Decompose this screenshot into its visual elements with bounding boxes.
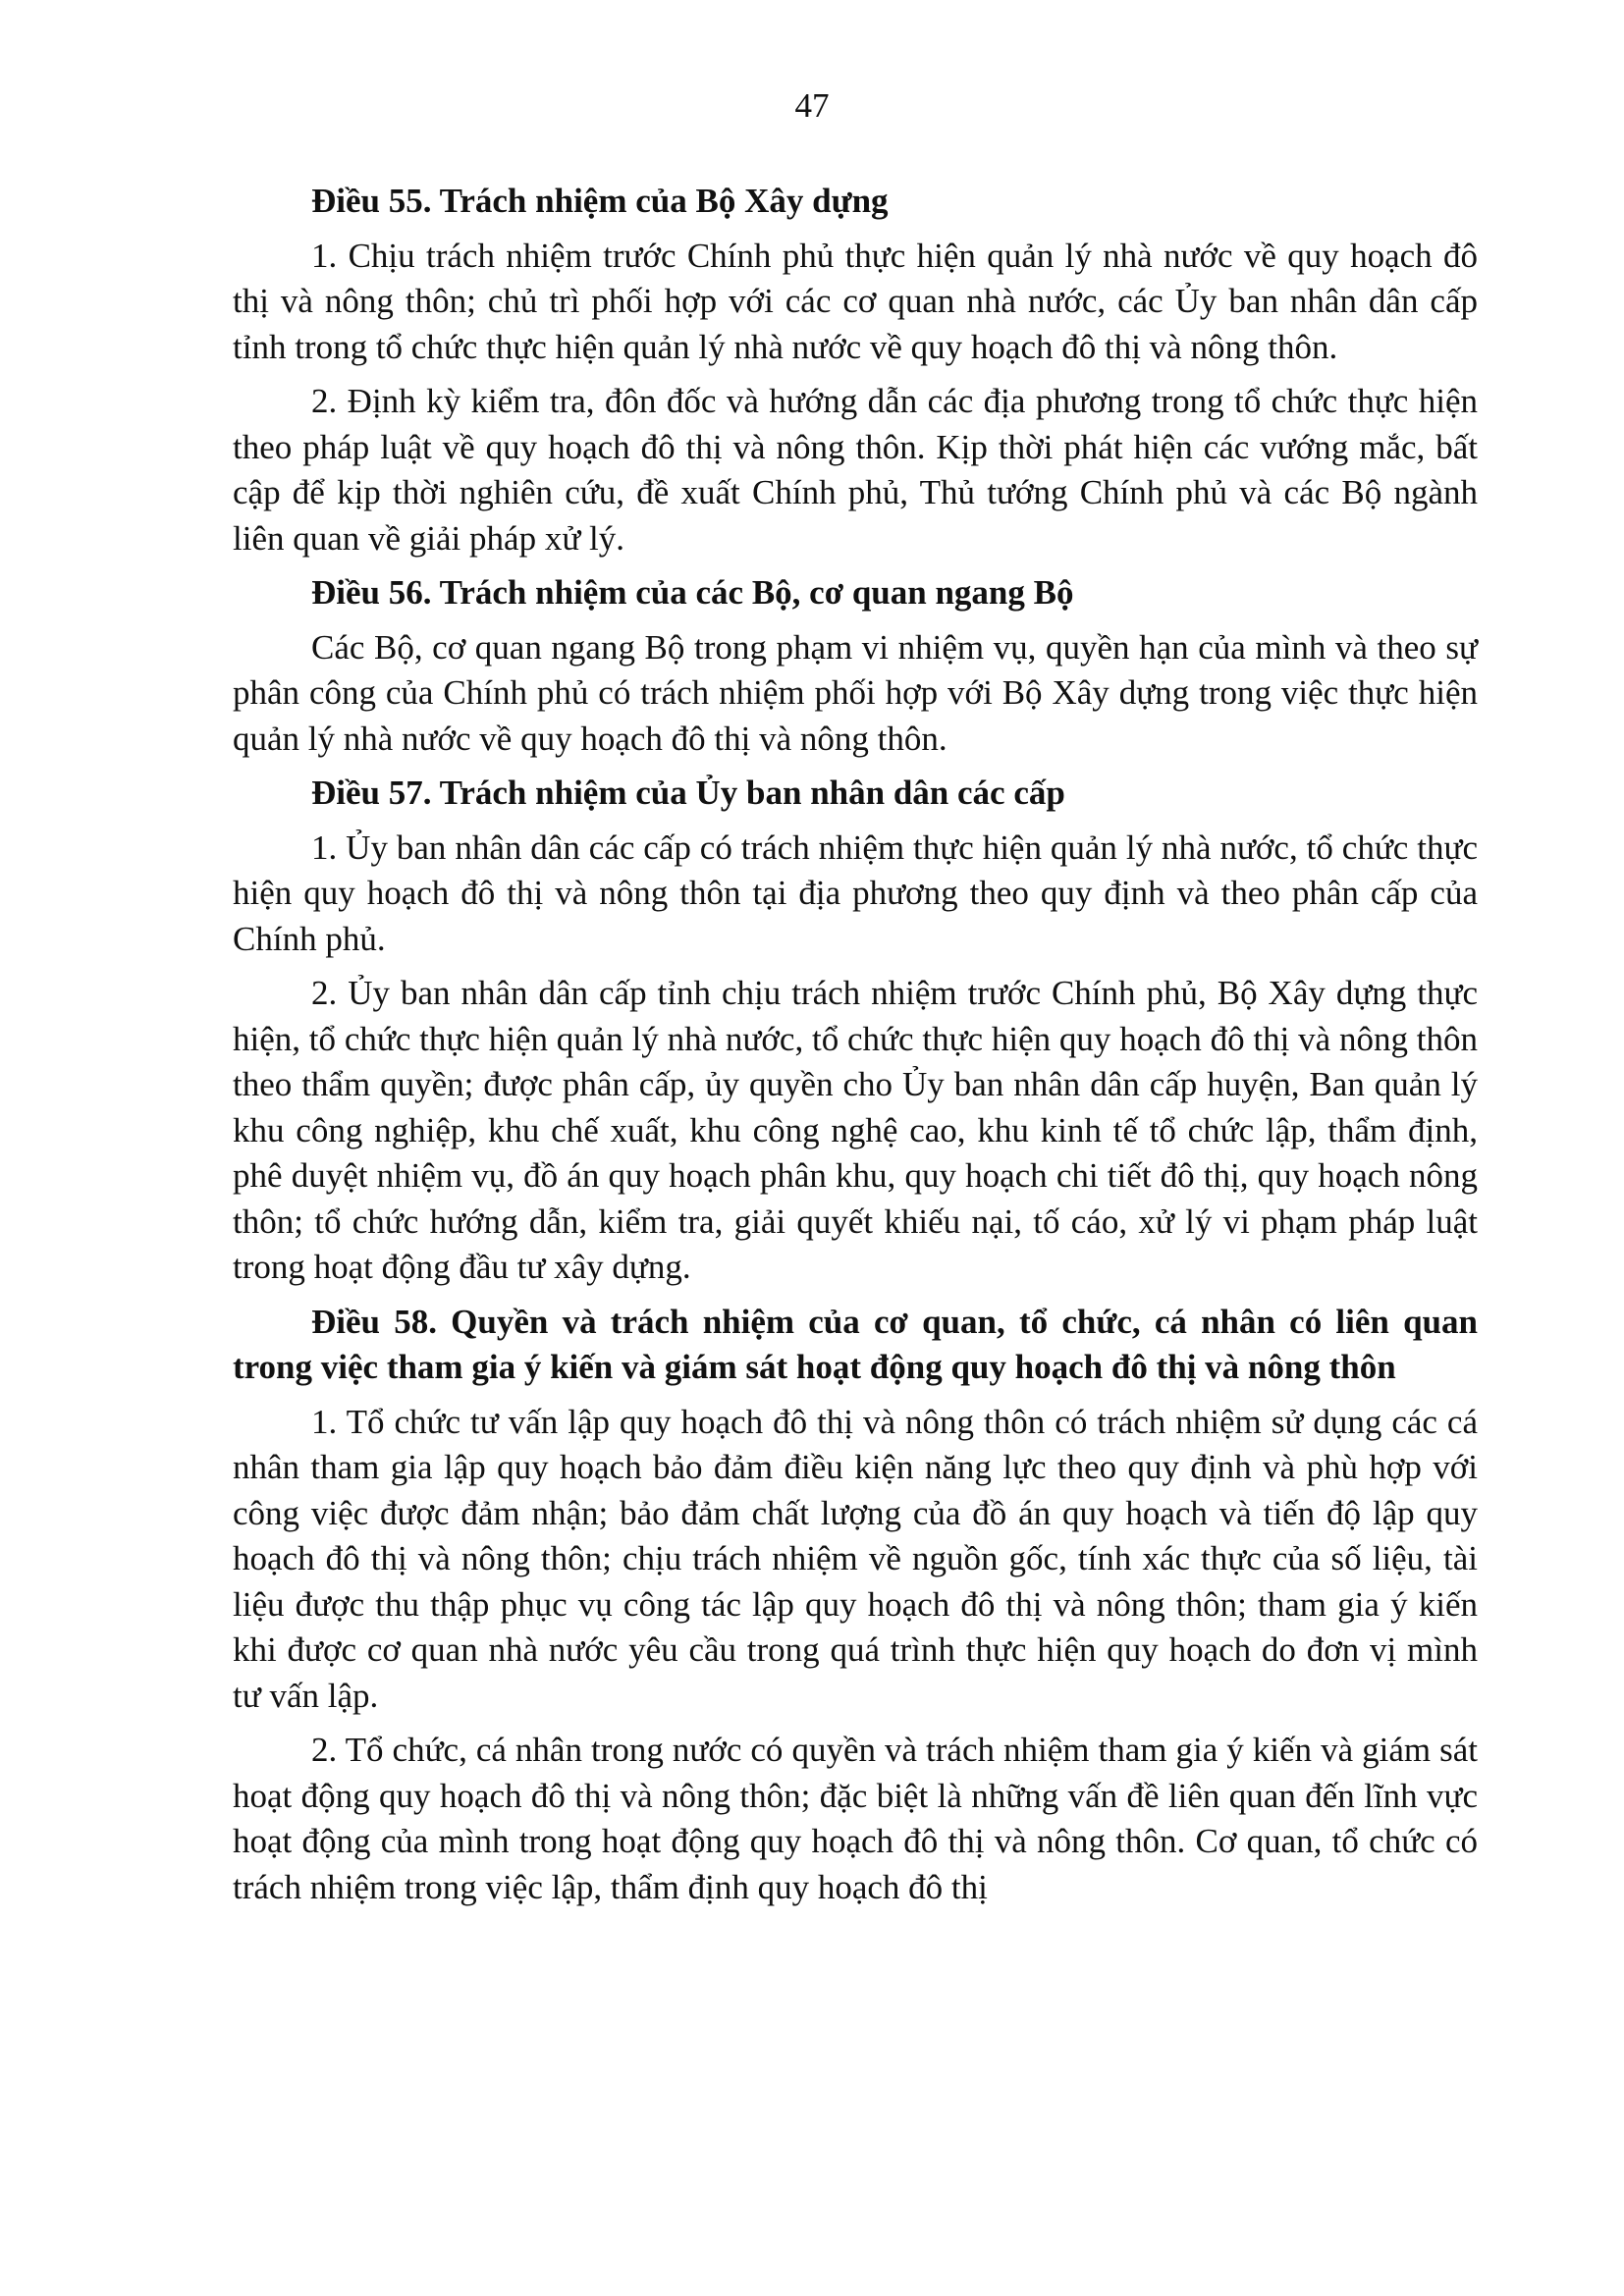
article-55 bbox=[233, 179, 1478, 561]
article-58 bbox=[233, 1300, 1478, 1911]
article-heading: Điều 57. Trách nhiệm của Ủy ban nhân dân các cấp bbox=[311, 774, 1065, 812]
article-57 bbox=[233, 771, 1478, 1291]
article-paragraph: 2. Định kỳ kiểm tra, đôn đốc và hướng dẫn các địa phương trong tổ chức thực hiện theo pháp luật về quy hoạch đô thị và nông thôn. Kịp thời phát hiện các vướng mắc, bất cập để kịp thời nghiên cứu, đề xuất Chính phủ, Thủ tướng Chính phủ và các Bộ ngành liên quan về giải pháp xử lý. bbox=[233, 382, 1478, 558]
article-paragraph: 1. Chịu trách nhiệm trước Chính phủ thực hiện quản lý nhà nước về quy hoạch đô thị và nông thôn; chủ trì phối hợp với các cơ quan nhà nước, các Ủy ban nhân dân cấp tỉnh trong tổ chức thực hiện quản lý nhà nước về quy hoạch đô thị và nông thôn. bbox=[233, 236, 1478, 366]
page-number: 47 bbox=[794, 86, 830, 125]
article-heading: Điều 55. Trách nhiệm của Bộ Xây dựng bbox=[311, 182, 889, 220]
document-body bbox=[233, 179, 1478, 1919]
article-heading: Điều 56. Trách nhiệm của các Bộ, cơ quan ngang Bộ bbox=[311, 573, 1074, 612]
article-paragraph: 1. Tổ chức tư vấn lập quy hoạch đô thị và nông thôn có trách nhiệm sử dụng các cá nhân tham gia lập quy hoạch bảo đảm điều kiện năng lực theo quy định và phù hợp với công việc được đảm nhận; bảo đảm chất lượng của đồ án quy hoạch và tiến độ lập quy hoạch đô thị và nông thôn; chịu trách nhiệm về nguồn gốc, tính xác thực của số liệu, tài liệu được thu thập phục vụ công tác lập quy hoạch đô thị và nông thôn; tham gia ý kiến khi được cơ quan nhà nước yêu cầu trong quá trình thực hiện quy hoạch do đơn vị mình tư vấn lập. bbox=[233, 1402, 1478, 1715]
article-paragraph: Các Bộ, cơ quan ngang Bộ trong phạm vi nhiệm vụ, quyền hạn của mình và theo sự phân công của Chính phủ có trách nhiệm phối hợp với Bộ Xây dựng trong việc thực hiện quản lý nhà nước về quy hoạch đô thị và nông thôn. bbox=[233, 627, 1478, 758]
article-paragraph: 2. Ủy ban nhân dân cấp tỉnh chịu trách nhiệm trước Chính phủ, Bộ Xây dựng thực hiện, tổ chức thực hiện quản lý nhà nước, tổ chức thực hiện quy hoạch đô thị và nông thôn theo thẩm quyền; được phân cấp, ủy quyền cho Ủy ban nhân dân cấp huyện, Ban quản lý khu công nghiệp, khu chế xuất, khu công nghệ cao, khu kinh tế tổ chức lập, thẩm định, phê duyệt nhiệm vụ, đồ án quy hoạch phân khu, quy hoạch chi tiết đô thị, quy hoạch nông thôn; tổ chức hướng dẫn, kiểm tra, giải quyết khiếu nại, tố cáo, xử lý vi phạm pháp luật trong hoạt động đầu tư xây dựng. bbox=[233, 974, 1478, 1286]
article-heading: Điều 58. Quyền và trách nhiệm của cơ quan, tổ chức, cá nhân có liên quan trong việc tham gia ý kiến và giám sát hoạt động quy hoạch đô thị và nông thôn bbox=[233, 1302, 1478, 1386]
article-paragraph: 1. Ủy ban nhân dân các cấp có trách nhiệm thực hiện quản lý nhà nước, tổ chức thực hiện quy hoạch đô thị và nông thôn tại địa phương theo quy định và theo phân cấp của Chính phủ. bbox=[233, 828, 1478, 958]
article-56 bbox=[233, 570, 1478, 762]
article-paragraph: 2. Tổ chức, cá nhân trong nước có quyền và trách nhiệm tham gia ý kiến và giám sát hoạt động quy hoạch đô thị và nông thôn; đặc biệt là những vấn đề liên quan đến lĩnh vực hoạt động của mình trong hoạt động quy hoạch đô thị và nông thôn. Cơ quan, tổ chức có trách nhiệm trong việc lập, thẩm định quy hoạch đô thị bbox=[233, 1731, 1478, 1906]
